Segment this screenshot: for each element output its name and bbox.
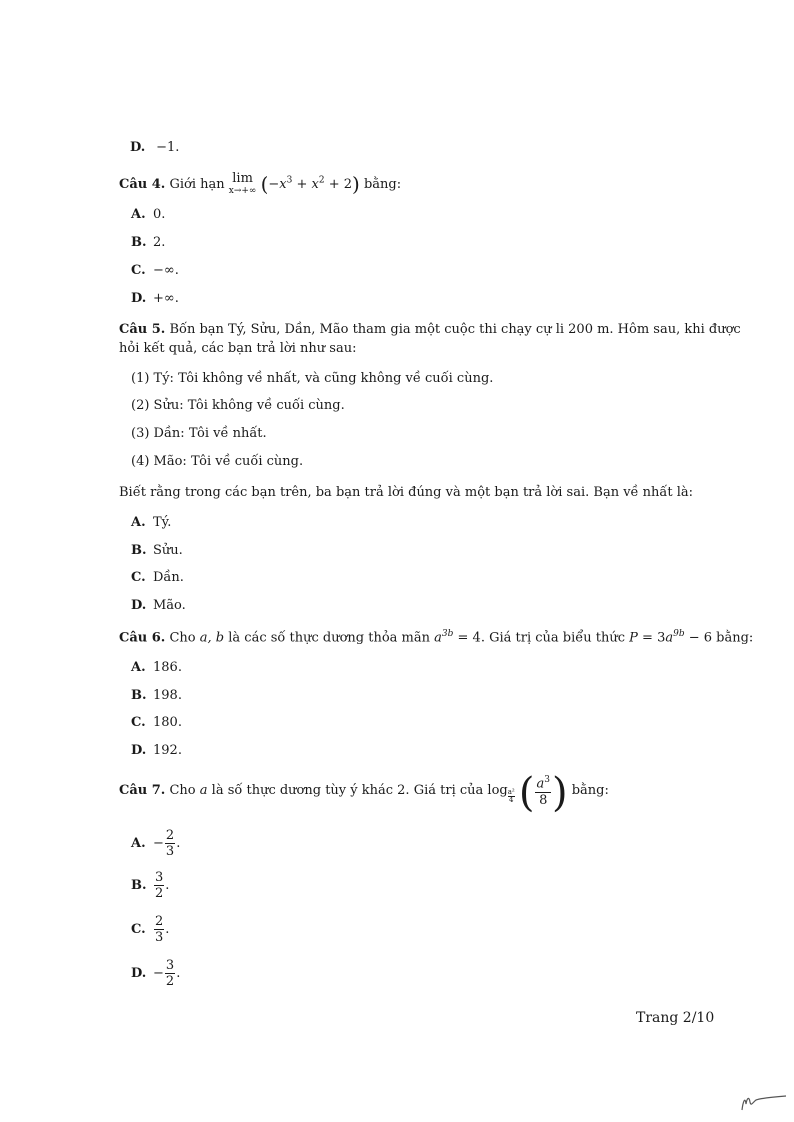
question-label: Câu 6. xyxy=(119,630,166,646)
q6-option-b: B. 198. xyxy=(131,688,182,703)
option-text: −1. xyxy=(156,140,180,155)
q7-option-d: D. − $\frac{3}{2}$ . xyxy=(131,958,181,989)
q4-option-b: B. 2. xyxy=(131,235,166,250)
question-label: Câu 4. xyxy=(119,177,166,192)
question-5-prompt: Biết rằng trong các bạn trên, ba bạn trả lời đúng và một bạn trả lời sai. Bạn về nhất là: xyxy=(119,485,694,500)
statement: (1) Tý: Tôi không về nhất, và cũng không về cuối cùng. xyxy=(131,371,494,386)
question-5-line-2: hỏi kết quả, các bạn trả lời như sau: xyxy=(119,341,357,356)
question-7: Câu 7. Cho a là số thực dương tùy ý khác 2. Giá trị của log $\frac{\text{a²}}{4}$ ( $\frac{a^3}{8}$ ) bằng: xyxy=(119,770,609,816)
q5-option-b: B. Sửu. xyxy=(131,543,183,558)
statement: (3) Dần: Tôi về nhất. xyxy=(131,426,267,441)
question-label: Câu 5. xyxy=(119,322,166,337)
q7-option-a: A. − $\frac{2}{3}$ . xyxy=(131,828,181,859)
question-5 xyxy=(119,322,741,337)
option-label: D. xyxy=(130,140,146,155)
q5-option-a: A. Tý. xyxy=(131,515,172,530)
q4-option-a: A. 0. xyxy=(131,207,166,222)
q4-option-d: D. +∞. xyxy=(131,291,179,306)
limit-operator: lim x→+∞ xyxy=(228,171,257,196)
q3-option-d xyxy=(130,140,179,155)
q6-option-a: A. 186. xyxy=(131,660,182,675)
page-number: Trang 2/10 xyxy=(636,1010,715,1026)
question-text: Bốn bạn Tý, Sửu, Dần, Mão tham gia một cuộc thi chạy cự li 200 m. Hôm sau, khi được xyxy=(169,322,741,337)
log-base: $\frac{\text{a²}}{4}$ xyxy=(507,788,515,804)
question-label: Câu 7. xyxy=(119,783,166,798)
q5-option-d: D. Mão. xyxy=(131,598,186,613)
question-6: Câu 6. Cho a, b là các số thực dương thỏa mãn $a^{3b} = 4$. Giá trị của biểu thức $P = 3a^{9b} - 6$ bằng: xyxy=(119,629,754,646)
statement: (4) Mão: Tôi về cuối cùng. xyxy=(131,454,304,469)
log-argument: $\frac{a^3}{8}$ xyxy=(536,775,550,808)
q5-option-c: C. Dần. xyxy=(131,570,184,585)
q7-option-c: C. $\frac{2}{3}$ . xyxy=(131,914,170,945)
question-text: Giới hạn xyxy=(169,177,225,192)
signature-mark xyxy=(738,1090,790,1114)
question-4: Câu 4. Giới hạn lim x→+∞ $(-x^3 + x^2 + 2)$ bằng: xyxy=(119,171,402,196)
statement: (2) Sửu: Tôi không về cuối cùng. xyxy=(131,398,345,413)
q6-option-d: D. 192. xyxy=(131,743,182,758)
q6-option-c: C. 180. xyxy=(131,715,182,730)
q7-option-b: B. $\frac{3}{2}$ . xyxy=(131,870,170,901)
q4-option-c: C. −∞. xyxy=(131,263,179,278)
